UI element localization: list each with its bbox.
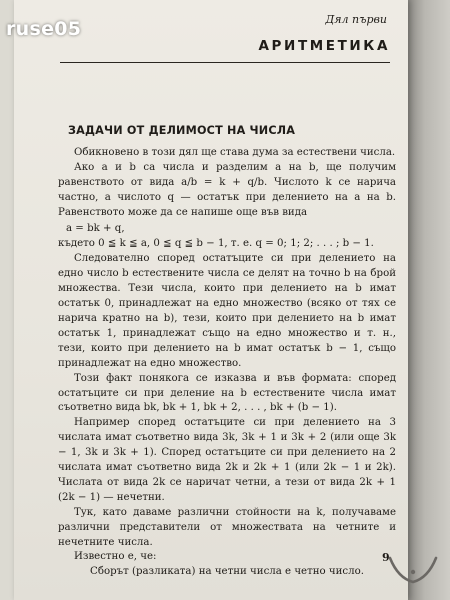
paragraph: Този факт понякога се изказва и във формата: според остатъците си при деление на b естествените числа имат съответно вида bk, bk + 1, bk + 2, . . . , bk + (b − 1). (58, 372, 396, 414)
page-number: 9 (382, 551, 390, 564)
header-rule (60, 62, 390, 63)
paragraph: Ако a и b са числа и разделим a на b, ще получим равенството от вида a/b = k + q/b. Числото k се нарича частно, а числото q — остатък при делението на a на b. Равенството може да се напише още във вида (58, 161, 396, 218)
running-header-title: АРИТМЕТИКА (258, 38, 390, 54)
watermark: ruse05 (6, 18, 82, 40)
paragraph: Следователно според остатъците си при делението на едно число b естествените числа се делят на точно b на брой множества. Тези числа, които при делението на b имат остатък 0, принадлежат на едно множество (всяко от тях се нарича кратно на b), тези, които при делението на b имат остатък 1, принадлежат също на едно множество и т. н., тези, които при делението на b имат остатък b − 1, също принадлежат на едно множество. (58, 253, 396, 369)
body-text (58, 146, 396, 580)
paragraph: където 0 ≦ k ≦ a, 0 ≦ q ≦ b − 1, т. е. q = 0; 1; 2; . . . ; b − 1. (58, 238, 374, 250)
formula: a = bk + q, (66, 222, 125, 234)
paragraph: Например според остатъците си при делението на 3 числата имат съответно вида 3k, 3k + 1 и 3k + 2 (или още 3k − 1, 3k и 3k + 1). Според остатъците си при делението на 2 числата имат съответно вида 2k и 2k + 1 (или 2k − 1 и 2k). Числата от вида 2k се наричат четни, а тези от вида 2k + 1 (2k − 1) — нечетни. (58, 417, 396, 503)
paragraph: Обикновено в този дял ще става дума за естествени числа. (74, 147, 396, 158)
bazar-logo (384, 552, 442, 598)
running-header-part: Дял първи (325, 13, 387, 26)
paragraph: Тук, като даваме различни стойности на k, получаваме различни представители от множествата на четните и нечетните числа. (58, 506, 396, 548)
book-spine-edge (408, 0, 450, 600)
section-title: ЗАДАЧИ ОТ ДЕЛИМОСТ НА ЧИСЛА (68, 124, 296, 137)
paragraph: Известно е, че: (74, 551, 157, 563)
paragraph: Сборът (разликата) на четни числа е четно число. (90, 566, 364, 578)
